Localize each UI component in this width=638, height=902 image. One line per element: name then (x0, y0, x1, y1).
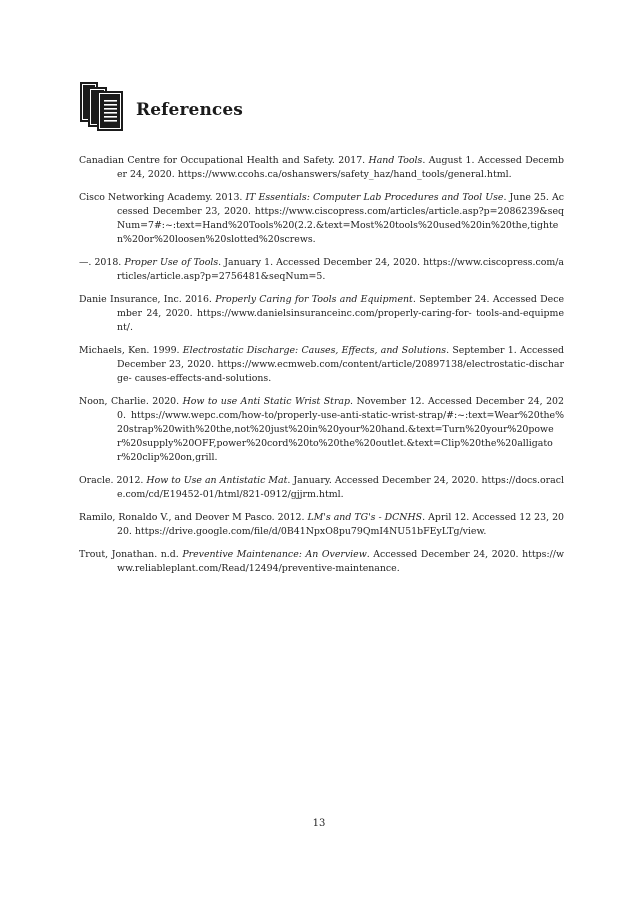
reference-details: . September 1. Accessed December 23, 2020. https://www.ecmweb.com/content/article/20897138/electrostatic-discharge- causes-effects-and-solutions. (117, 345, 565, 384)
reference-title: Electrostatic Discharge: Causes, Effects, and Solutions (182, 345, 447, 356)
reference-title: LM's and TG's - DCNHS (307, 512, 423, 523)
reference-title: How to use Anti Static Wrist Strap (182, 396, 351, 407)
reference-list (79, 154, 564, 585)
reference-details: . August 1. Accessed December 24, 2020. https://www.ccohs.ca/oshanswers/safety_haz/hand_tools/general.html. (117, 155, 564, 180)
reference-author-date: Trout, Jonathan. n.d. (79, 549, 183, 560)
reference-details: . Accessed December 24, 2020. https://www.reliableplant.com/Read/12494/preventive-maintenance. (117, 549, 564, 574)
reference-entry (79, 256, 564, 284)
reference-title: IT Essentials: Computer Lab Procedures and Tool Use (245, 192, 504, 203)
reference-entry (79, 191, 564, 247)
reference-entry (79, 395, 564, 465)
reference-title: Proper Use of Tools (124, 257, 219, 268)
reference-entry (79, 344, 564, 386)
reference-title: Properly Caring for Tools and Equipment (215, 294, 413, 305)
reference-details: . September 24. Accessed December 24, 2020. https://www.danielsinsuranceinc.com/properly-caring-for- tools-and-equipment/. (117, 294, 565, 333)
section-header (79, 80, 243, 132)
reference-author-date: Michaels, Ken. 1999. (79, 345, 183, 356)
page-number: 13 (312, 818, 326, 829)
reference-title: How to Use an Antistatic Mat (146, 475, 288, 486)
reference-details: . January 1. Accessed December 24, 2020. https://www.ciscopress.com/articles/article.asp?p=2756481&seqNum=5. (117, 257, 564, 282)
reference-details: . November 12. Accessed December 24, 2020. https://www.wepc.com/how-to/properly-use-anti-static-wrist-strap/#:~:text=Wear%20the%20strap%20with%20the,not%20just%20in%20your%20hand.&text=Turn%20your%20power%20supply%20OFF,power%20cord%20to%20the%20outlet.&text=Clip%20the%20alligator%20clip%20on,grill. (117, 396, 564, 463)
reference-title: Preventive Maintenance: An Overview (182, 549, 367, 560)
reference-author-date: —. 2018. (79, 257, 125, 268)
books-icon (79, 80, 127, 132)
reference-author-date: Ramilo, Ronaldo V., and Deover M Pasco. 2012. (79, 512, 308, 523)
reference-details: . April 12. Accessed 12 23, 2020. https://drive.google.com/file/d/0B41NpxO8pu79QmI4NU51bFEyLTg/view. (117, 512, 564, 537)
reference-entry (79, 154, 564, 182)
reference-author-date: Cisco Networking Academy. 2013. (79, 192, 246, 203)
reference-author-date: Danie Insurance, Inc. 2016. (79, 294, 216, 305)
reference-author-date: Oracle. 2012. (79, 475, 147, 486)
reference-entry (79, 293, 564, 335)
reference-entry (79, 474, 564, 502)
reference-title: Hand Tools (368, 155, 423, 166)
reference-author-date: Canadian Centre for Occupational Health and Safety. 2017. (79, 155, 369, 166)
reference-details: . January. Accessed December 24, 2020. https://docs.oracle.com/cd/E19452-01/html/821-0912/gjjrm.html. (117, 475, 564, 500)
reference-entry (79, 548, 564, 576)
reference-author-date: Noon, Charlie. 2020. (79, 396, 183, 407)
reference-details: . June 25. Accessed December 23, 2020. https://www.ciscopress.com/articles/article.asp?p=2086239&seqNum=7#:~:text=Hand%20Tools%20(2.2.&text=Most%20tools%20used%20in%20the,tighten%20or%20loosen%20slotted%20screws. (117, 192, 564, 245)
section-title: References (136, 100, 243, 120)
reference-entry (79, 511, 564, 539)
